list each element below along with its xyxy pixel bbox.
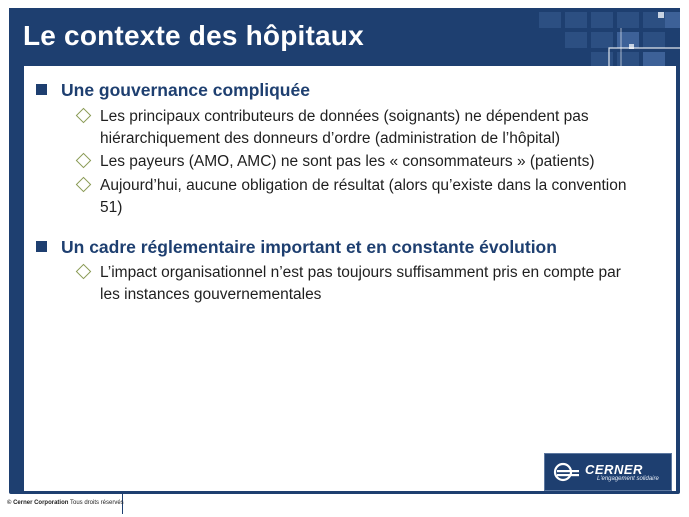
sub-bullet-text: Aujourd’hui, aucune obligation de résultat (alors qu’existe dans la convention 51) [100,177,627,216]
page-title: Le contexte des hôpitaux [23,20,364,51]
sub-bullet-text: L’impact organisationnel n’est pas toujours suffisamment pris en compte par les instances gouvernementales [100,264,621,303]
footer-copyright [7,500,124,506]
sub-bullet-text: Les principaux contributeurs de données (soignants) ne dépendent pas hiérarchiquement des donneurs d’ordre (administration de l’hôpital) [100,108,589,147]
cerner-emblem-icon [553,462,581,482]
square-bullet-icon [36,241,47,252]
slide-header [9,8,680,66]
diamond-bullet-icon [76,264,92,280]
diamond-bullet-icon [76,177,92,193]
cerner-logo [544,453,672,491]
bullet-text: Un cadre réglementaire important et en constante évolution [61,237,557,257]
square-bullet-icon [36,84,47,95]
bullet-text: Une gouvernance compliquée [61,80,310,100]
diamond-bullet-icon [76,108,92,124]
footer-company: © Cerner Corporation [7,500,69,506]
logo-wordmark: CERNER [585,462,643,477]
slide-content [24,66,676,491]
sub-bullet-text: Les payeurs (AMO, AMC) ne sont pas les « consommateurs » (patients) [100,153,595,170]
footer-rights: Tous droits réservés [70,500,124,506]
logo-tagline: L'engagement solidaire [597,476,659,482]
diamond-bullet-icon [76,153,92,169]
